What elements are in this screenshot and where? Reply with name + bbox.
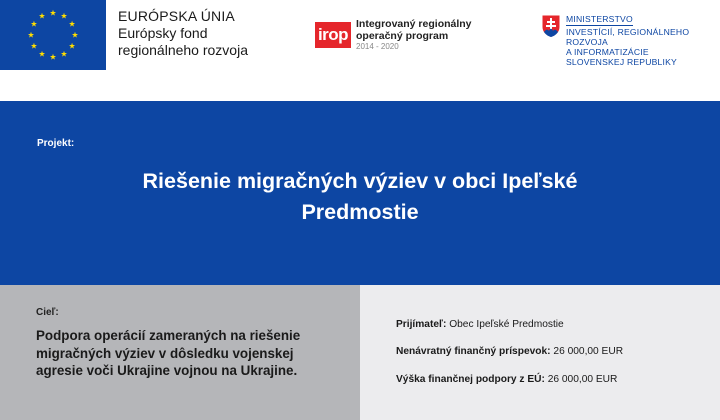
eu-stars-icon	[0, 0, 106, 70]
eu-star-icon	[69, 21, 75, 27]
irop-logo: irop	[315, 22, 351, 48]
goal-text	[36, 327, 336, 380]
logo-header	[0, 0, 720, 70]
irop-line: Integrovaný regionálny	[356, 18, 472, 30]
ministry-line: SLOVENSKEJ REPUBLIKY	[566, 57, 677, 67]
eu-fund-text	[118, 8, 248, 59]
goal-label: Cieľ:	[36, 307, 59, 318]
eu-star-icon	[61, 13, 67, 19]
grant-row	[396, 346, 623, 357]
ministry-line: A INFORMATIZÁCIE	[566, 47, 649, 57]
eu-star-icon	[50, 10, 56, 16]
ministry-text	[566, 14, 720, 67]
ministry-line: INVESTÍCIÍ, REGIONÁLNEHO ROZVOJA	[566, 27, 690, 47]
eu-support-value: 26 000,00 EUR	[547, 374, 618, 385]
grant-value: 26 000,00 EUR	[553, 346, 624, 357]
irop-text	[356, 18, 472, 52]
eu-star-icon	[50, 54, 56, 60]
project-title-line: Predmostie	[301, 200, 419, 224]
slovak-coat-of-arms-icon	[541, 14, 561, 38]
grant-label: Nenávratný finančný príspevok:	[396, 346, 551, 357]
eu-flag	[0, 0, 106, 70]
recipient-label: Prijímateľ:	[396, 319, 447, 330]
eu-star-icon	[61, 51, 67, 57]
recipient-row	[396, 319, 564, 330]
eu-support-row	[396, 374, 617, 385]
eu-star-icon	[39, 51, 45, 57]
eu-star-icon	[69, 43, 75, 49]
goal-line: migračných výziev v dôsledku vojenskej	[36, 345, 294, 361]
goal-line: agresie voči Ukrajine vojnou na Ukrajine.	[36, 363, 298, 378]
project-title-line: Riešenie migračných výziev v obci Ipeľské	[142, 169, 578, 193]
eu-star-icon	[31, 21, 37, 27]
irop-line: operačný program	[356, 30, 449, 42]
eu-title: EURÓPSKA ÚNIA	[118, 8, 235, 24]
recipient-value: Obec Ipeľské Predmostie	[449, 319, 564, 330]
goal-line: Podpora operácií zameraných na riešenie	[36, 328, 301, 343]
eu-star-icon	[72, 32, 78, 38]
irop-years: 2014 - 2020	[356, 42, 399, 51]
eu-support-label: Výška finančnej podpory z EÚ:	[396, 374, 545, 385]
eu-star-icon	[31, 43, 37, 49]
eu-fund-line: regionálneho rozvoja	[118, 42, 248, 58]
project-label: Projekt:	[37, 138, 75, 149]
eu-star-icon	[28, 32, 34, 38]
ministry-line: MINISTERSTVO	[566, 14, 633, 24]
eu-fund-line: Európsky fond	[118, 25, 208, 41]
eu-star-icon	[39, 13, 45, 19]
project-title	[60, 166, 660, 228]
